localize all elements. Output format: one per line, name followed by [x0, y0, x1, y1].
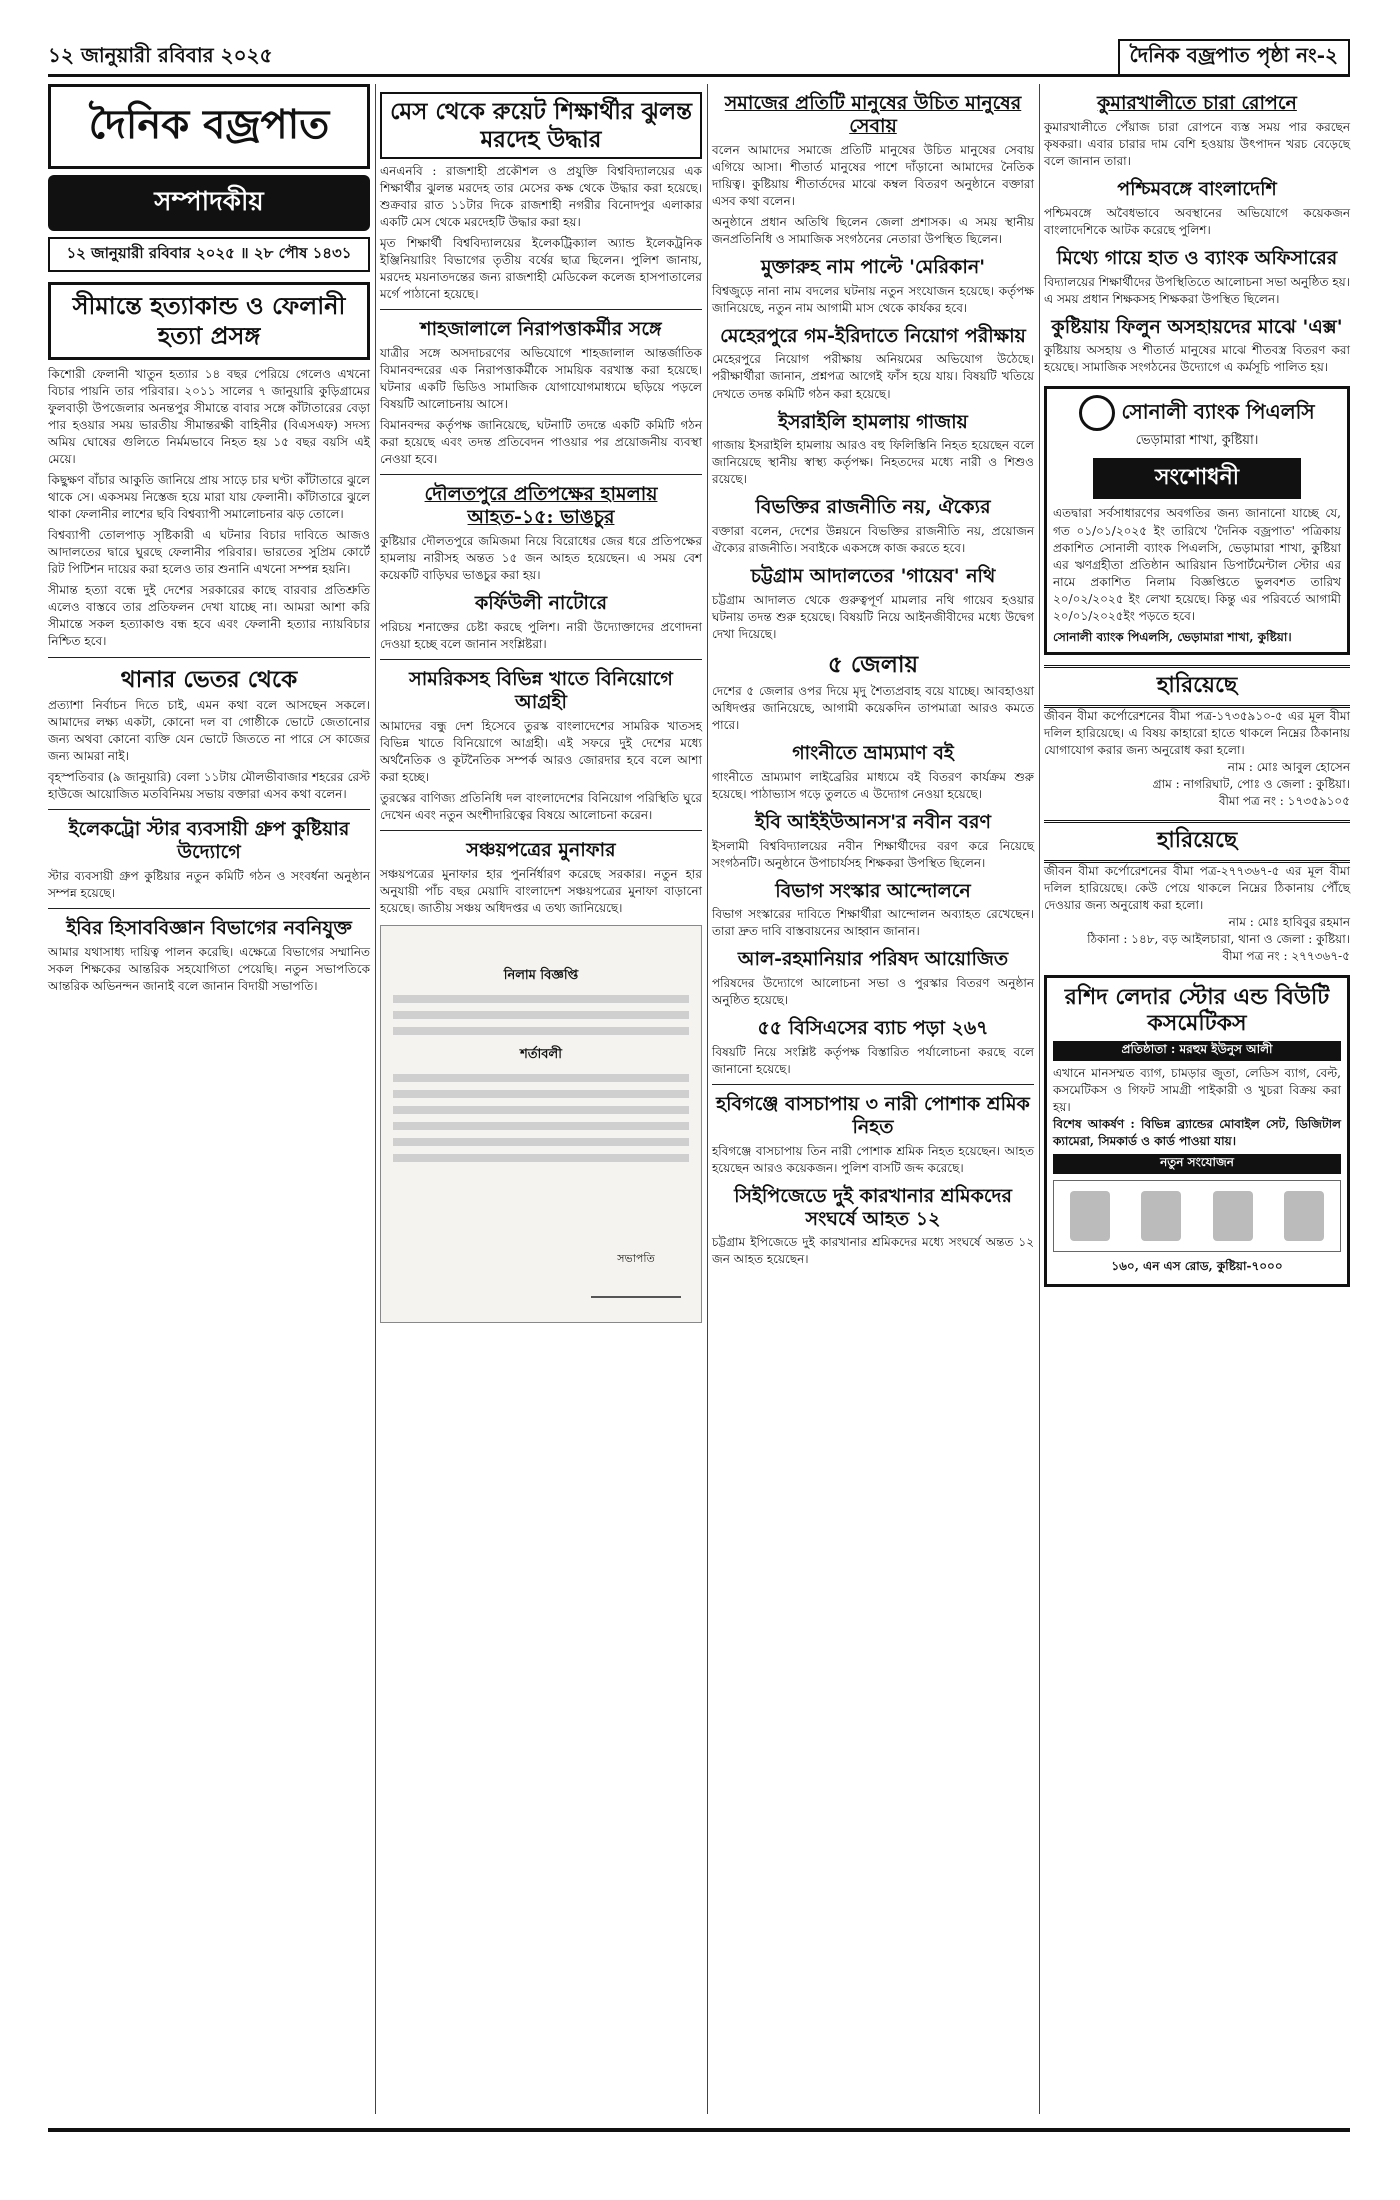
newspaper-page	[48, 40, 1350, 2160]
divider	[48, 809, 370, 810]
article-headline: চট্টগ্রাম আদালতের 'গায়েব' নথি	[750, 565, 996, 588]
article-headline: ইবির হিসাববিজ্ঞান বিভাগের নবনিযুক্ত	[66, 916, 352, 939]
page-footer-rule	[48, 2128, 1350, 2132]
article-body	[712, 351, 1034, 402]
notice-text-line	[393, 1090, 689, 1098]
lost-notice-number: বীমা পত্র নং : ১৭৩৫৯১০৫	[1218, 793, 1350, 808]
store-name: রশিদ লেদার স্টোর এন্ড বিউটি কসমেটিকস	[1064, 984, 1330, 1037]
notice-text-line	[393, 1011, 689, 1019]
article-headline: গাংনীতে ভ্রাম্যমাণ বই	[792, 741, 954, 764]
article-body	[380, 619, 702, 653]
article-headline: ৫৫ বিসিএসের ব্যাচ পড়া ২৬৭	[757, 1017, 989, 1040]
store-description: এখানে মানসম্মত ব্যাগ, চামড়ার জুতা, লেডিস ব্যাগ, বেল্ট, কসমেটিকস ও গিফট সামগ্রী পাইকারী ও খুচরা বিক্রয় করা হয়।	[1053, 1065, 1341, 1114]
article-paragraph: বিষয়টি নিয়ে সংশ্লিষ্ট কর্তৃপক্ষ বিস্তারিত পর্যালোচনা করছে বলে জানানো হয়েছে।	[712, 1045, 1034, 1077]
article-headline: কর্ফিউলী নাটোরে	[474, 592, 608, 615]
article-body	[1044, 274, 1350, 308]
article-body	[712, 592, 1034, 643]
article-body	[380, 718, 702, 824]
article-body	[712, 1234, 1034, 1268]
article-paragraph: পশ্চিমবঙ্গে অবৈধভাবে অবস্থানের অভিযোগে কয়েকজন বাংলাদেশিকে আটক করেছে পুলিশ।	[1044, 205, 1350, 237]
correction-body: এতদ্বারা সর্বসাধারণের অবগতির জন্য জানানো যাচ্ছে যে, গত ০১/০১/২০২৫ ইং তারিখে 'দৈনিক বজ্রপাত' পত্রিকায় প্রকাশিত সোনালী ব্যাংক পিএলসি, ভেড়ামারা শাখা, কুষ্টিয়া এর ঋণগ্রহীতা প্রতিষ্ঠান আরিয়ান ডিপার্টমেন্টাল স্টোর এর নামে প্রকাশিত নিলাম বিজ্ঞপ্তিতে ভুলবশত তারিখ ২০/০২/২০২৫ ইং লেখা হয়েছে। কিন্তু এর পরিবর্তে আগামী ২০/০১/২০২৫ইং পড়তে হবে।	[1053, 506, 1341, 623]
lost-notice-number: বীমা পত্র নং : ২৭৭৩৬৭-৫	[1222, 949, 1350, 964]
article-paragraph: চট্টগ্রাম আদালত থেকে গুরুত্বপূর্ণ মামলার নথি গায়েব হওয়ার ঘটনায় তদন্ত শুরু হয়েছে। বিষয়টি নিয়ে আইনজীবীদের মধ্যে উদ্বেগ দেখা দিয়েছে।	[712, 593, 1034, 642]
article-body	[712, 283, 1034, 317]
article-paragraph: গাজায় ইসরাইলি হামলায় আরও বহু ফিলিস্তিনি নিহত হয়েছেন বলে জানিয়েছে স্থানীয় স্বাস্থ্য কর্তৃপক্ষ। নিহতদের মধ্যে নারী ও শিশুও রয়েছে।	[712, 438, 1034, 487]
article-body	[1044, 119, 1350, 170]
article-headline: ইসরাইলি হামলায় গাজায়	[778, 410, 968, 433]
article-paragraph: পরিষদের উদ্যোগে আলোচনা সভা ও পুরস্কার বিতরণ অনুষ্ঠান অনুষ্ঠিত হয়েছে।	[712, 976, 1034, 1008]
product-image	[1070, 1191, 1110, 1241]
article-paragraph: সঞ্চয়পত্রের মুনাফার হার পুনর্নির্ধারণ করেছে সরকার। নতুন হার অনুযায়ী পাঁচ বছর মেয়াদি বাংলাদেশ সঞ্চয়পত্রের মুনাফা বাড়ানো হয়েছে। জাতীয় সঞ্চয় অধিদপ্তর এ তথ্য জানিয়েছে।	[380, 866, 702, 915]
article-paragraph: বৃহস্পতিবার (৯ জানুয়ারি) বেলা ১১টায় মৌলভীবাজার শহরের রেস্ট হাউজে আয়োজিত মতবিনিময় সভায় বক্তারা এসব কথা বলেন।	[48, 770, 370, 802]
lost-notice-address: ঠিকানা : ১৪৮, বড় আইলচারা, থানা ও জেলা : কুষ্টিয়া।	[1087, 932, 1350, 947]
store-special: বিশেষ আকর্ষণ : বিভিন্ন ব্র্যান্ডের মোবাইল সেট, ডিজিটাল ক্যামেরা, সিমকার্ড ও কার্ড পাওয়া যায়।	[1053, 1116, 1341, 1148]
article-headline: সামরিকসহ বিভিন্ন খাতে বিনিয়োগে আগ্রহী	[409, 668, 673, 713]
store-address: ১৬০, এন এস রোড, কুষ্টিয়া-৭০০০	[1111, 1259, 1283, 1274]
column-divider	[375, 84, 376, 2114]
column-1	[48, 84, 370, 999]
article-paragraph: বিদ্যালয়ের শিক্ষার্থীদের উপস্থিতিতে আলোচনা সভা অনুষ্ঠিত হয়। এ সময় প্রধান শিক্ষকসহ শিক্ষকরা উপস্থিত ছিলেন।	[1044, 274, 1350, 306]
article-body	[48, 868, 370, 902]
column-divider	[1039, 84, 1040, 2114]
bank-logo-icon	[1079, 395, 1115, 431]
product-image	[1213, 1191, 1253, 1241]
article-headline: ৫ জেলায়	[827, 651, 919, 679]
article-paragraph: চট্টগ্রাম ইপিজেডে দুই কারখানার শ্রমিকদের মধ্যে সংঘর্ষে অন্তত ১২ জন আহত হয়েছেন।	[712, 1235, 1034, 1267]
product-image	[1284, 1191, 1324, 1241]
article-paragraph: বিমানবন্দর কর্তৃপক্ষ জানিয়েছে, ঘটনাটি তদন্তে একটি কমিটি গঠন করা হয়েছে এবং তদন্ত প্রতিবেদন পাওয়ার পর প্রয়োজনীয় ব্যবস্থা নেওয়া হবে।	[380, 418, 702, 467]
notice-text-line	[393, 1027, 689, 1035]
lost-notice-owner: নাম : মোঃ হাবিবুর রহমান	[1228, 915, 1350, 929]
product-image	[1141, 1191, 1181, 1241]
article-paragraph: তুরস্কের বাণিজ্য প্রতিনিধি দল বাংলাদেশের বিনিয়োগ পরিস্থিতি ঘুরে দেখেন এবং নতুন অংশীদারিত্বের বিষয়ে আলোচনা করেন।	[380, 790, 702, 822]
article-paragraph: গাংনীতে ভ্রাম্যমাণ লাইব্রেরির মাধ্যমে বই বিতরণ কার্যক্রম শুরু হয়েছে। পাঠাভ্যাস গড়ে তুলতে এ উদ্যোগ নেওয়া হয়েছে।	[712, 769, 1034, 801]
column-2	[380, 84, 702, 1323]
lead-headline: মেস থেকে রুয়েট শিক্ষার্থীর ঝুলন্ত মরদেহ উদ্ধার	[380, 92, 702, 159]
bank-name-text: সোনালী ব্যাংক পিএলসি	[1121, 399, 1315, 424]
article-headline: সিইপিজেডে দুই কারখানার শ্রমিকদের সংঘর্ষে আহত ১২	[734, 1184, 1012, 1230]
article-headline: থানার ভেতর থেকে	[120, 665, 298, 693]
article-headline: বিভাগ সংস্কার আন্দোলনে	[775, 879, 971, 902]
article-paragraph: আমার যথাসাধ্য দায়িত্ব পালন করেছি। এক্ষেত্রে বিভাগের সম্মানিত সকল শিক্ষকের আন্তরিক সহযোগিতা পেয়েছি। নতুন সভাপতিকে আন্তরিক অভিনন্দন জানাই বলে জানান বিদায়ী সভাপতি।	[48, 944, 370, 993]
article-headline: মেহেরপুরে গম-ইরিদাতে নিয়োগ পরীক্ষায়	[720, 324, 1026, 347]
article-paragraph: পরিচয় শনাক্তের চেষ্টা করছে পুলিশ। নারী উদ্যোক্তাদের প্রণোদনা দেওয়া হচ্ছে বলে জানান সংশ্লিষ্টরা।	[380, 619, 702, 651]
article-paragraph: কুষ্টিয়ার দৌলতপুরে জমিজমা নিয়ে বিরোধের জের ধরে প্রতিপক্ষের হামলায় নারীসহ অন্তত ১৫ জন আহত হয়েছেন। এ সময় বেশ কয়েকটি বাড়িঘর ভাঙচুর করা হয়।	[380, 534, 702, 583]
auction-notice-scan	[380, 925, 702, 1323]
article-body	[712, 838, 1034, 872]
article-body	[380, 533, 702, 584]
article-paragraph: প্রত্যাশা নির্বাচন দিতে চাই, এমন কথা বলে আসছেন সকলে। আমাদের লক্ষ্য একটা, কোনো দল বা গোষ্ঠীকে ভোটে জেতানোর জন্য অথবা কোনো ব্যক্তি যেন ভোটে জিততে না পারে সে কাজের জন্য আমরা নাই।	[48, 698, 370, 764]
store-advertisement	[1044, 975, 1350, 1287]
article-headline: বিভক্তির রাজনীতি নয়, ঐক্যের	[755, 496, 991, 519]
article-headline: কুষ্টিয়ায় ফিলুন অসহায়দের মাঝে 'এক্স'	[1051, 315, 1343, 338]
notice-text-line	[393, 1154, 689, 1162]
lost-notice-owner: নাম : মোঃ আবুল হোসেন	[1227, 759, 1350, 774]
article-paragraph: অনুষ্ঠানে প্রধান অতিথি ছিলেন জেলা প্রশাসক। এ সময় স্থানীয় জনপ্রতিনিধি ও সামাজিক সংগঠনের নেতারা উপস্থিত ছিলেন।	[712, 214, 1034, 246]
article-paragraph: কুমারখালীতে পেঁয়াজ চারা রোপনে ব্যস্ত সময় পার করছেন কৃষকরা। এবার চারার দাম বেশি হওয়ায় উৎপাদন খরচ বেড়েছে বলে জানান তারা।	[1044, 119, 1350, 168]
bank-branch: ভেড়ামারা শাখা, কুষ্টিয়া।	[1135, 433, 1259, 449]
article-paragraph: স্টার ব্যবসায়ী গ্রুপ কুষ্টিয়ার নতুন কমিটি গঠন ও সংবর্ধনা অনুষ্ঠান সম্পন্ন হয়েছে।	[48, 868, 370, 900]
notice-text-line	[393, 1122, 689, 1130]
lost-notice-title: হারিয়েছে	[1044, 665, 1350, 708]
editorial-paragraph: সীমান্ত হত্যা বন্ধে দুই দেশের সরকারের কাছে বারবার প্রতিশ্রুতি এলেও বাস্তবে তার প্রতিফলন দেখা যাচ্ছে না। আমরা আশা করি সীমান্তে সকল হত্যাকাণ্ড বন্ধ হবে এবং ফেলানী হত্যার ন্যায়বিচার নিশ্চিত হবে।	[48, 583, 370, 649]
article-paragraph: মৃত শিক্ষার্থী বিশ্ববিদ্যালয়ের ইলেকট্রিক্যাল অ্যান্ড ইলেকট্রনিক ইঞ্জিনিয়ারিং বিভাগের তৃতীয় বর্ষের ছাত্র ছিলেন। পুলিশ জানায়, মরদেহ ময়নাতদন্তের জন্য রাজশাহী মেডিকেল কলেজ হাসপাতালের মর্গে পাঠানো হয়েছে।	[380, 236, 702, 302]
article-headline: শাহজালালে নিরাপত্তাকর্মীর সঙ্গে	[420, 318, 662, 341]
article-body	[712, 142, 1034, 248]
article-body	[712, 437, 1034, 488]
article-headline: সঞ্চয়পত্রের মুনাফার	[466, 838, 616, 861]
page-header-bar	[48, 40, 1350, 77]
article-headline: দৌলতপুরে প্রতিপক্ষের হামলায় আহত-১৫: ভাঙচুর	[424, 483, 658, 529]
editorial-body	[48, 366, 370, 651]
article-body	[712, 683, 1034, 734]
article-headline: আল-রহমানিয়ার পরিষদ আয়োজিত	[737, 948, 1009, 971]
divider	[380, 474, 702, 475]
divider	[380, 309, 702, 310]
masthead-title: দৈনিক বজ্রপাত	[48, 84, 370, 169]
notice-text-line	[393, 1138, 689, 1146]
article-body	[712, 1044, 1034, 1078]
notice-subtitle: শর্তাবলী	[520, 1046, 562, 1062]
lost-notice-body: জীবন বীমা কর্পোরেশনের বীমা পত্র-২৭৭৩৬৭-৫ এর মূল বীমা দলিল হারিয়েছে। কেউ পেয়ে থাকলে নিম্নের ঠিকানায় পৌঁছে দেওয়ার জন্য অনুরোধ করা হলো।	[1044, 863, 1350, 912]
article-paragraph: বিভাগ সংস্কারের দাবিতে শিক্ষার্থীরা আন্দোলন অব্যাহত রেখেছেন। তারা দ্রুত দাবি বাস্তবায়নের আহ্বান জানান।	[712, 907, 1034, 939]
issue-date: ১২ জানুয়ারী রবিবার ২০২৫	[48, 42, 273, 67]
correction-title: সংশোধনী	[1093, 458, 1301, 499]
article-headline: সমাজের প্রতিটি মানুষের উচিত মানুষের সেবায়	[724, 92, 1022, 137]
article-headline: কুমারখালীতে চারা রোপনে	[1097, 92, 1297, 114]
article-body	[712, 906, 1034, 940]
section-label: সম্পাদকীয়	[48, 175, 370, 231]
article-body	[380, 163, 702, 303]
notice-text-line	[393, 1106, 689, 1114]
signature-stamp: সভাপতি	[591, 1250, 681, 1298]
lost-notice-body: জীবন বীমা কর্পোরেশনের বীমা পত্র-১৭৩৫৯১০-৫ এর মূল বীমা দলিল হারিয়েছে। এ বিষয় কাহারো হাতে থাকলে নিম্নের ঠিকানায় যোগাযোগ করার জন্য অনুরোধ করা হলো।	[1044, 708, 1350, 757]
article-body	[380, 866, 702, 917]
divider	[380, 830, 702, 831]
article-paragraph: আমাদের বন্ধু দেশ হিসেবে তুরস্ক বাংলাদেশের সামরিক খাতসহ বিভিন্ন খাতে বিনিয়োগে আগ্রহী। এই সফরে দুই দেশের মধ্যে অর্থনৈতিক ও কূটনৈতিক সম্পর্ক আরও জোরদার হবে বলে আশা করা হচ্ছে।	[380, 718, 702, 784]
article-headline: হবিগঞ্জে বাসচাপায় ৩ নারী পোশাক শ্রমিক নিহত	[716, 1093, 1030, 1138]
bank-name	[1053, 395, 1341, 431]
divider	[48, 908, 370, 909]
column-4	[1044, 84, 1350, 1287]
notice-text-line	[393, 1074, 689, 1082]
article-paragraph: যাত্রীর সঙ্গে অসদাচরণের অভিযোগে শাহজালাল আন্তর্জাতিক বিমানবন্দরের এক নিরাপত্তাকর্মীকে সাময়িক বরখাস্ত করা হয়েছে। ঘটনার একটি ভিডিও সামাজিক যোগাযোগমাধ্যমে ছড়িয়ে পড়লে বিষয়টি আলোচনায় আসে।	[380, 346, 702, 412]
notice-title: নিলাম বিজ্ঞপ্তি	[503, 967, 579, 983]
article-body	[1044, 342, 1350, 376]
article-body	[48, 697, 370, 803]
article-body	[48, 944, 370, 995]
article-headline: ইবি আইইউআনস'র নবীন বরণ	[755, 810, 991, 833]
article-body	[712, 523, 1034, 557]
article-headline: মিথ্যে গায়ে হাত ও ব্যাংক অফিসারের	[1056, 246, 1338, 269]
product-photos	[1053, 1180, 1341, 1252]
article-paragraph: ইসলামী বিশ্ববিদ্যালয়ের নবীন শিক্ষার্থীদের বরণ করে নিয়েছে সংগঠনটি। অনুষ্ঠানে উপাচার্যসহ শিক্ষকরা উপস্থিত ছিলেন।	[712, 838, 1034, 870]
editorial-headline: সীমান্তে হত্যাকান্ড ও ফেলানী হত্যা প্রসঙ্গ	[48, 282, 370, 360]
article-headline: ইলেকট্রো স্টার ব্যবসায়ী গ্রুপ কুষ্টিয়ার উদ্যোগে	[68, 818, 350, 864]
article-headline: পশ্চিমবঙ্গে বাংলাদেশি	[1117, 177, 1277, 200]
editorial-dateline: ১২ জানুয়ারী রবিবার ২০২৫ ॥ ২৮ পৌষ ১৪৩১	[48, 237, 370, 272]
editorial-paragraph: বিশ্বব্যাপী তোলপাড় সৃষ্টিকারী এ ঘটনার বিচার দাবিতে আজও আদালতের দ্বারে ঘুরছে ফেলানীর পরিবার। ভারতের সুপ্রিম কোর্টে রিট পিটিশন দায়ের করা হলেও তার শুনানি এখনো সম্পন্ন হয়নি।	[48, 528, 370, 577]
article-paragraph: এনএনবি : রাজশাহী প্রকৌশল ও প্রযুক্তি বিশ্ববিদ্যালয়ের এক শিক্ষার্থীর ঝুলন্ত মরদেহ তার মেসের কক্ষ থেকে উদ্ধার করা হয়েছে। শুক্রবার রাত ১১টার দিকে রাজশাহী নগরীর বিনোদপুর এলাকার একটি মেস থেকে মরদেহটি উদ্ধার করা হয়।	[380, 164, 702, 230]
article-paragraph: বিশ্বজুড়ে নানা নাম বদলের ঘটনায় নতুন সংযোজন হয়েছে। কর্তৃপক্ষ জানিয়েছে, নতুন নাম আগামী মাস থেকে কার্যকর হবে।	[712, 283, 1034, 315]
lost-notice-address: গ্রাম : নাগরিঘাট, পোঃ ও জেলা : কুষ্টিয়া।	[1152, 776, 1350, 791]
notice-text-line	[393, 995, 689, 1003]
store-new-items: নতুন সংযোজন	[1053, 1154, 1341, 1174]
column-3	[712, 84, 1034, 1272]
article-body	[1044, 205, 1350, 239]
lost-notice-title: হারিয়েছে	[1044, 820, 1350, 863]
article-body	[380, 345, 702, 468]
divider	[48, 657, 370, 658]
correction-signature: সোনালী ব্যাংক পিএলসি, ভেড়ামারা শাখা, কুষ্টিয়া।	[1053, 629, 1292, 644]
editorial-paragraph: কিশোরী ফেলানী খাতুন হত্যার ১৪ বছর পেরিয়ে গেলেও এখনো বিচার পায়নি তার পরিবার। ২০১১ সালের ৭ জানুয়ারি কুড়িগ্রামের ফুলবাড়ী উপজেলার অনন্তপুর সীমান্তে বাবার সঙ্গে কাঁটাতারের বেড়া পার হওয়ার সময় ভারতীয় সীমান্তরক্ষী বাহিনীর (বিএসএফ) সদস্য অমিয় ঘোষের গুলিতে নির্মমভাবে নিহত হয় ১৫ বছর বয়সি এই মেয়ে।	[48, 367, 370, 467]
article-paragraph: কুষ্টিয়ায় অসহায় ও শীতার্ত মানুষের মাঝে শীতবস্ত্র বিতরণ করা হয়েছে। সামাজিক সংগঠনের উদ্যোগে এ কর্মসূচি পালিত হয়।	[1044, 343, 1350, 375]
paper-page-number: দৈনিক বজ্রপাত পৃষ্ঠা নং-২	[1118, 39, 1350, 76]
divider	[712, 1084, 1034, 1085]
article-paragraph: বক্তারা বলেন, দেশের উন্নয়নে বিভক্তির রাজনীতি নয়, প্রয়োজন ঐক্যের রাজনীতি। সবাইকে একসঙ্গে কাজ করতে হবে।	[712, 524, 1034, 556]
article-headline: মুক্তারুহ নাম পাল্টে 'মেরিকান'	[760, 255, 986, 278]
article-paragraph: দেশের ৫ জেলার ওপর দিয়ে মৃদু শৈত্যপ্রবাহ বয়ে যাচ্ছে। আবহাওয়া অধিদপ্তর জানিয়েছে, আগামী কয়েকদিন তাপমাত্রা আরও কমতে পারে।	[712, 683, 1034, 732]
column-divider	[707, 84, 708, 2114]
article-paragraph: বলেন আমাদের সমাজে প্রতিটি মানুষের উচিত মানুষের সেবায় এগিয়ে আসা। শীতার্ত মানুষের পাশে দাঁড়ানো আমাদের নৈতিক দায়িত্ব। কুষ্টিয়ায় শীতার্তদের মাঝে কম্বল বিতরণ অনুষ্ঠানে বক্তারা এসব কথা বলেন।	[712, 142, 1034, 208]
store-founder: প্রতিষ্ঠাতা : মরহুম ইউনুস আলী	[1053, 1041, 1341, 1061]
bank-correction-notice	[1044, 386, 1350, 654]
divider	[380, 659, 702, 660]
article-body	[712, 769, 1034, 803]
article-paragraph: মেহেরপুরে নিয়োগ পরীক্ষায় অনিয়মের অভিযোগ উঠেছে। পরীক্ষার্থীরা জানান, প্রশ্নপত্র আগেই ফাঁস হয়ে যায়। বিষয়টি খতিয়ে দেখতে তদন্ত কমিটি গঠন করা হয়েছে।	[712, 352, 1034, 401]
article-body	[712, 975, 1034, 1009]
editorial-paragraph: কিছুক্ষণ বাঁচার আকুতি জানিয়ে প্রায় সাড়ে চার ঘণ্টা কাঁটাতারে ঝুলে থাকে সে। একসময় নিস্তেজ হয়ে মারা যায় ফেলানী। কাঁটাতারে ঝুলে থাকা ফেলানীর লাশের ছবি বিশ্বব্যাপী সমালোচনার ঝড় তোলে।	[48, 473, 370, 522]
article-body	[712, 1143, 1034, 1177]
article-paragraph: হবিগঞ্জে বাসচাপায় তিন নারী পোশাক শ্রমিক নিহত হয়েছেন। আহত হয়েছেন আরও কয়েকজন। পুলিশ বাসটি জব্দ করেছে।	[712, 1143, 1034, 1175]
